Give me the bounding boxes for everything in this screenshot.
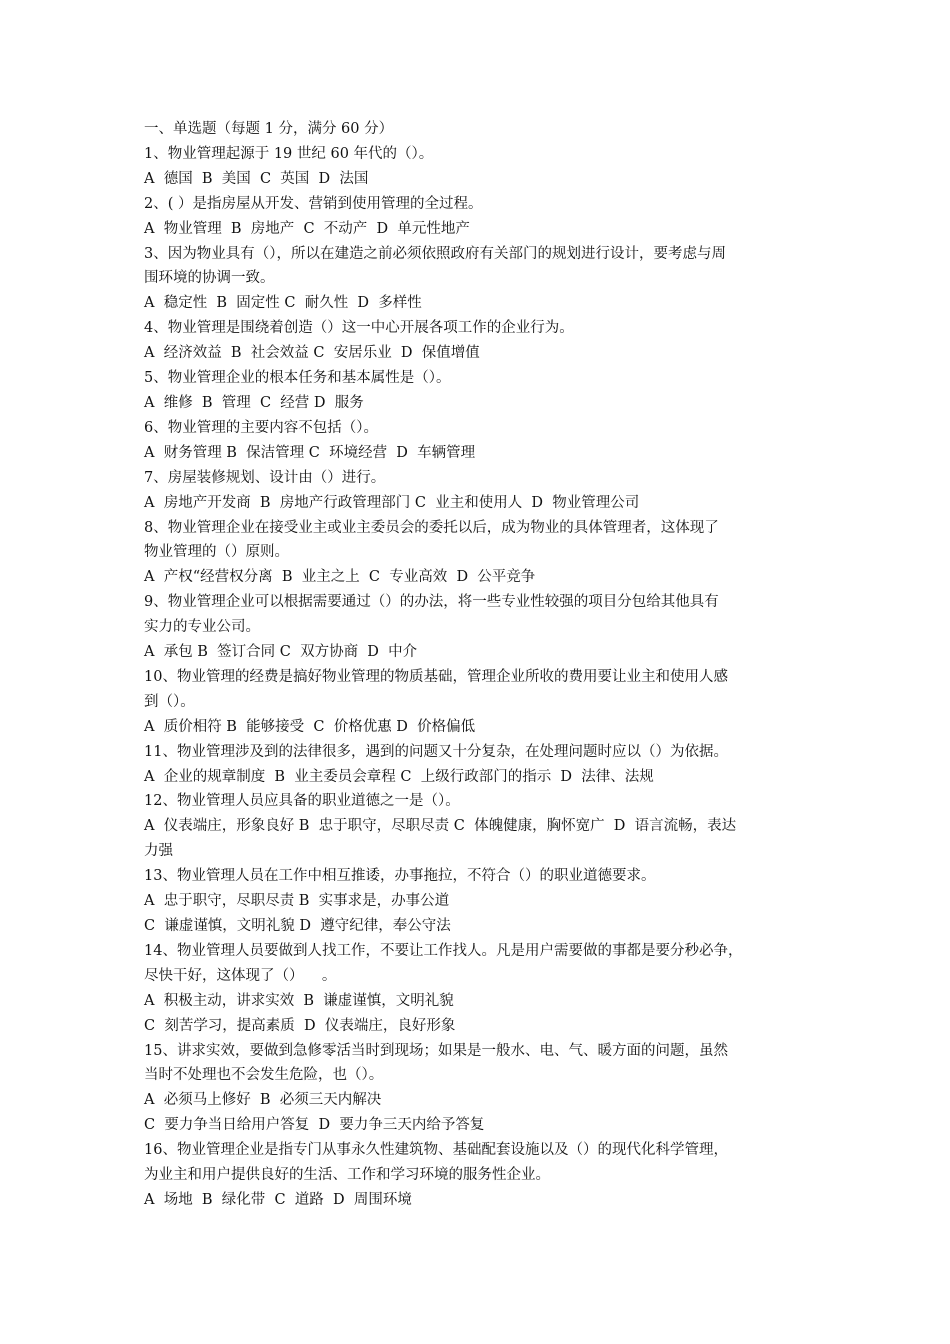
options-5: A 维修 B 管理 C 经营 D 服务 bbox=[144, 394, 364, 411]
options-14-cd: C 刻苦学习，提高素质 D 仪表端庄，良好形象 bbox=[144, 1017, 456, 1034]
question-15-cont: 当时不处理也不会发生危险，也（）。 bbox=[144, 1067, 384, 1084]
question-8-cont: 物业管理的（）原则。 bbox=[144, 544, 289, 561]
question-5: 5、物业管理企业的根本任务和基本属性是（）。 bbox=[144, 370, 451, 387]
options-3: A 稳定性 B 固定性 C 耐久性 D 多样性 bbox=[144, 295, 422, 312]
question-14-cont: 尽快干好，这体现了（） 。 bbox=[144, 967, 337, 984]
question-10-cont: 到（）。 bbox=[144, 693, 195, 710]
question-16: 16、物业管理企业是指专门从事永久性建筑物、基础配套设施以及（）的现代化科学管理， bbox=[144, 1142, 728, 1159]
question-6: 6、物业管理的主要内容不包括（）。 bbox=[144, 419, 378, 436]
options-13-ab: A 忠于职守，尽职尽责 B 实事求是，办事公道 bbox=[144, 893, 450, 910]
question-10: 10、物业管理的经费是搞好物业管理的物质基础，管理企业所收的费用要让业主和使用人感 bbox=[144, 668, 728, 685]
options-10: A 质价相符 B 能够接受 C 价格优惠 D 价格偏低 bbox=[144, 718, 476, 735]
question-8: 8、物业管理企业在接受业主或业主委员会的委托以后，成为物业的具体管理者，这体现了 bbox=[144, 519, 719, 536]
options-12: A 仪表端庄，形象良好 B 忠于职守，尽职尽责 C 体魄健康，胸怀宽广 D 语言流畅，表达 bbox=[144, 818, 737, 835]
question-11: 11、物业管理涉及到的法律很多，遇到的问题又十分复杂，在处理问题时应以（）为依据。 bbox=[144, 743, 728, 760]
options-4: A 经济效益 B 社会效益 C 安居乐业 D 保值增值 bbox=[144, 345, 480, 362]
question-9-cont: 实力的专业公司。 bbox=[144, 619, 260, 636]
options-8: A 产权“经营权分离 B 业主之上 C 专业高效 D 公平竞争 bbox=[144, 569, 536, 586]
question-9: 9、物业管理企业可以根据需要通过（）的办法，将一些专业性较强的项目分包给其他具有 bbox=[144, 594, 719, 611]
question-1: 1、物业管理起源于 19 世纪 60 年代的（）。 bbox=[144, 145, 434, 162]
question-3: 3、因为物业具有（），所以在建造之前必须依照政府有关部门的规划进行设计，要考虑与周 bbox=[144, 245, 726, 262]
question-13: 13、物业管理人员在工作中相互推诿，办事拖拉，不符合（）的职业道德要求。 bbox=[144, 868, 656, 885]
options-15-ab: A 必须马上修好 B 必须三天内解决 bbox=[144, 1092, 382, 1109]
question-7: 7、房屋装修规划、设计由（）进行。 bbox=[144, 469, 386, 486]
options-6: A 财务管理 B 保洁管理 C 环境经营 D 车辆管理 bbox=[144, 444, 476, 461]
options-11: A 企业的规章制度 B 业主委员会章程 C 上级行政部门的指示 D 法律、法规 bbox=[144, 768, 654, 785]
question-14: 14、物业管理人员要做到人找工作，不要让工作找人。凡是用户需要做的事都是要分秒必争， bbox=[144, 942, 743, 959]
options-9: A 承包 B 签订合同 C 双方协商 D 中介 bbox=[144, 644, 418, 661]
options-2: A 物业管理 B 房地产 C 不动产 D 单元性地产 bbox=[144, 220, 470, 237]
question-16-cont: 为业主和用户提供良好的生活、工作和学习环境的服务性企业。 bbox=[144, 1167, 550, 1184]
question-4: 4、物业管理是围绕着创造（）这一中心开展各项工作的企业行为。 bbox=[144, 320, 574, 337]
options-16: A 场地 B 绿化带 C 道路 D 周围环境 bbox=[144, 1191, 412, 1208]
question-2: 2、( ）是指房屋从开发、营销到使用管理的全过程。 bbox=[144, 195, 483, 212]
options-7: A 房地产开发商 B 房地产行政管理部门 C 业主和使用人 D 物业管理公司 bbox=[144, 494, 640, 511]
options-15-cd: C 要力争当日给用户答复 D 要力争三天内给予答复 bbox=[144, 1117, 485, 1134]
options-1: A 德国 B 美国 C 英国 D 法国 bbox=[144, 170, 369, 187]
question-12: 12、物业管理人员应具备的职业道德之一是（）。 bbox=[144, 793, 460, 810]
section-heading: 一、单选题（每题 1 分，满分 60 分） bbox=[144, 121, 394, 137]
question-3-cont: 围环境的协调一致。 bbox=[144, 270, 275, 287]
options-12-cont: 力强 bbox=[144, 843, 173, 860]
options-14-ab: A 积极主动，讲求实效 B 谦虚谨慎，文明礼貌 bbox=[144, 992, 454, 1009]
question-15: 15、讲求实效，要做到急修零活当时到现场；如果是一般水、电、气、暖方面的问题，虽然 bbox=[144, 1042, 728, 1059]
document-page bbox=[144, 117, 809, 1213]
options-13-cd: C 谦虚谨慎，文明礼貌 D 遵守纪律，奉公守法 bbox=[144, 918, 451, 934]
